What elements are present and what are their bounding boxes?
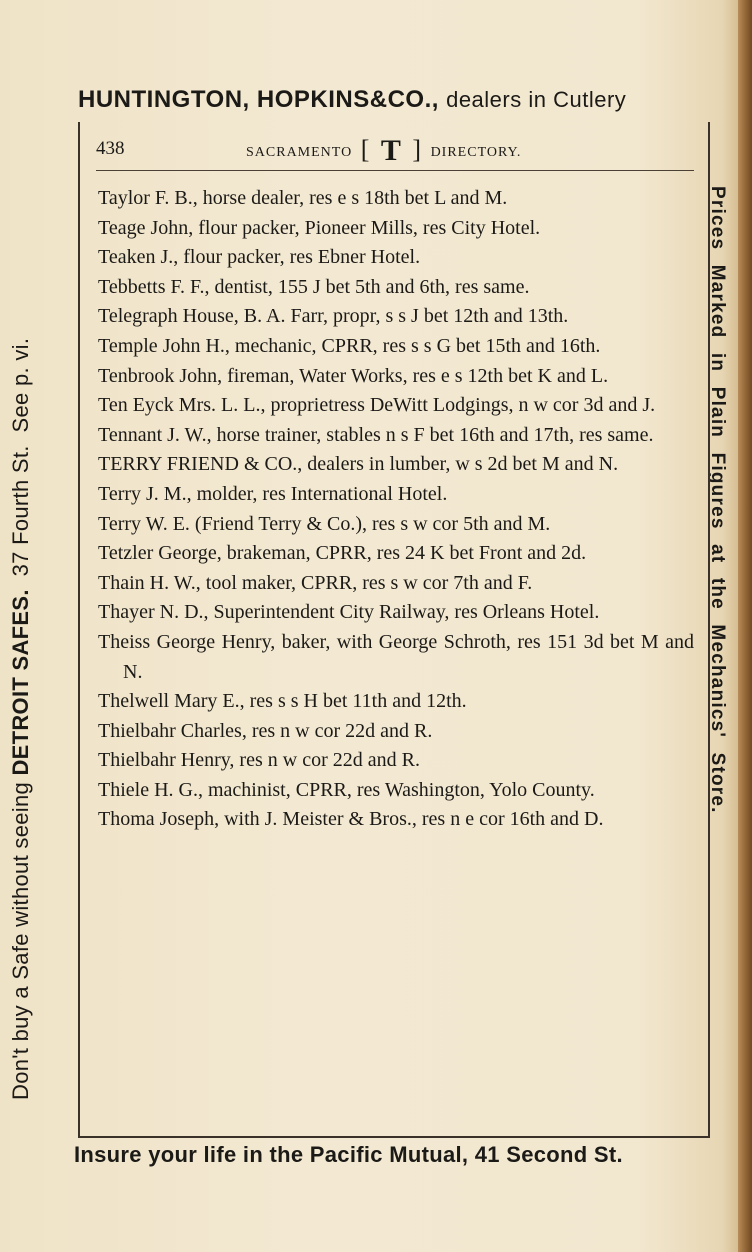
- directory-entry: Thain H. W., tool maker, CPRR, res s w cor 7th and F.: [98, 571, 533, 594]
- directory-entry: Thiele H. G., machinist, CPRR, res Washington, Yolo County.: [98, 778, 595, 801]
- directory-entry: Thelwell Mary E., res s s H bet 11th and 12th.: [98, 690, 467, 713]
- left-ad-part2: DETROIT SAFES.: [8, 589, 33, 776]
- directory-entry: Thielbahr Henry, res n w cor 22d and R.: [98, 749, 420, 772]
- directory-entry: Terry W. E. (Friend Terry & Co.), res s w cor 5th and M.: [98, 512, 551, 535]
- bracket-open: [: [360, 135, 371, 164]
- running-title: [242, 134, 525, 168]
- bottom-advertisement: [74, 1142, 714, 1168]
- directory-entries: [98, 184, 694, 835]
- directory-entry: Taylor F. B., horse dealer, res e s 18th bet L and M.: [98, 187, 508, 209]
- running-title-right: DIRECTORY.: [430, 145, 522, 160]
- directory-entry: Terry J. M., molder, res International Hotel.: [98, 482, 448, 505]
- directory-entry: Thoma Joseph, with J. Meister & Bros., res n e cor 16th and D.: [98, 808, 604, 831]
- page-number: 438: [96, 138, 125, 159]
- directory-entry: Tetzler George, brakeman, CPRR, res 24 K bet Front and 2d.: [98, 542, 587, 565]
- left-ad-part3: 37 Fourth St.: [8, 445, 33, 577]
- directory-entry: Telegraph House, B. A. Farr, propr, s s J bet 12th and 13th.: [98, 305, 569, 328]
- left-ad-part1: Don't buy a Safe without seeing: [8, 781, 33, 1100]
- bracket-close: ]: [412, 135, 423, 164]
- running-title-left: SACRAMENTO: [246, 145, 353, 160]
- top-ad-company: HUNTINGTON, HOPKINS&CO.,: [78, 86, 439, 113]
- running-header: [96, 134, 694, 168]
- directory-entry: Ten Eyck Mrs. L. L., proprietress DeWitt Lodgings, n w cor 3d and J.: [98, 394, 656, 417]
- right-ad-text: Prices Marked in Plain Figures at the Mechanics' Store.: [707, 186, 728, 814]
- top-ad-tagline: dealers in Cutlery: [446, 87, 627, 112]
- directory-entry: Tebbetts F. F., dentist, 155 J bet 5th and 6th, res same.: [98, 275, 530, 298]
- directory-entry: Thielbahr Charles, res n w cor 22d and R.: [98, 719, 433, 742]
- top-advertisement: [78, 86, 718, 114]
- directory-entry: Tennant J. W., horse trainer, stables n s F bet 16th and 17th, res same.: [98, 423, 654, 446]
- directory-entry: Theiss George Henry, baker, with George Schroth, res 151 3d bet M and N.: [98, 630, 694, 683]
- bottom-ad-text: Insure your life in the Pacific Mutual, 41 Second St.: [74, 1142, 623, 1167]
- header-rule: [96, 170, 694, 171]
- directory-entry: Tenbrook John, fireman, Water Works, res e s 12th bet K and L.: [98, 364, 609, 387]
- section-letter: T: [380, 134, 402, 167]
- directory-entry: Teage John, flour packer, Pioneer Mills, res City Hotel.: [98, 216, 541, 239]
- left-margin-advertisement: [8, 140, 34, 1100]
- directory-entry: Teaken J., flour packer, res Ebner Hotel.: [98, 246, 421, 269]
- directory-entry: TERRY FRIEND & CO., dealers in lumber, w s 2d bet M and N.: [98, 453, 619, 476]
- left-ad-part4: See p. vi.: [8, 337, 33, 433]
- directory-entry: Temple John H., mechanic, CPRR, res s s G bet 15th and 16th.: [98, 334, 601, 357]
- book-spine-edge: [738, 0, 752, 1252]
- directory-entry: Thayer N. D., Superintendent City Railway, res Orleans Hotel.: [98, 601, 600, 624]
